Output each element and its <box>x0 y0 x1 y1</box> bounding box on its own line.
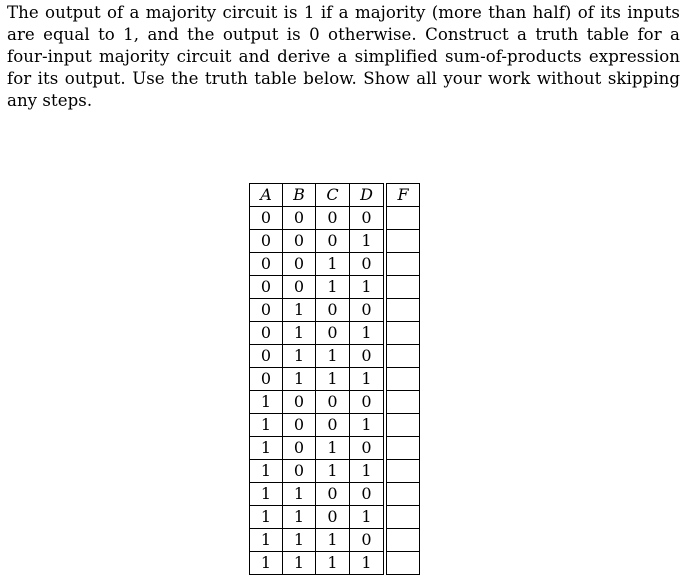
header-a: A <box>250 184 283 207</box>
output-cell <box>385 207 420 230</box>
input-cell-d: 0 <box>350 437 386 460</box>
table-row <box>250 483 420 506</box>
input-cell-c: 1 <box>316 437 350 460</box>
input-cell-c: 0 <box>316 506 350 529</box>
input-cell-b: 1 <box>283 299 316 322</box>
output-cell <box>385 299 420 322</box>
input-cell-b: 1 <box>283 506 316 529</box>
table-row <box>250 345 420 368</box>
input-cell-a: 0 <box>250 207 283 230</box>
table-row <box>250 506 420 529</box>
input-cell-a: 0 <box>250 299 283 322</box>
input-cell-b: 0 <box>283 460 316 483</box>
input-cell-c: 0 <box>316 230 350 253</box>
output-cell <box>385 414 420 437</box>
input-cell-d: 0 <box>350 299 386 322</box>
input-cell-d: 0 <box>350 483 386 506</box>
problem-statement <box>7 2 680 112</box>
input-cell-b: 1 <box>283 322 316 345</box>
input-cell-a: 1 <box>250 552 283 575</box>
table-row <box>250 460 420 483</box>
input-cell-b: 1 <box>283 345 316 368</box>
table-row <box>250 207 420 230</box>
input-cell-c: 1 <box>316 460 350 483</box>
output-cell <box>385 460 420 483</box>
input-cell-b: 1 <box>283 368 316 391</box>
input-cell-a: 1 <box>250 506 283 529</box>
input-cell-d: 0 <box>350 345 386 368</box>
input-cell-d: 1 <box>350 276 386 299</box>
input-cell-b: 0 <box>283 207 316 230</box>
output-cell <box>385 345 420 368</box>
input-cell-c: 1 <box>316 368 350 391</box>
table-row <box>250 552 420 575</box>
input-cell-d: 0 <box>350 529 386 552</box>
input-cell-d: 1 <box>350 460 386 483</box>
input-cell-b: 0 <box>283 230 316 253</box>
output-cell <box>385 368 420 391</box>
table-row <box>250 230 420 253</box>
input-cell-d: 1 <box>350 414 386 437</box>
output-cell <box>385 276 420 299</box>
table-row <box>250 437 420 460</box>
output-cell <box>385 253 420 276</box>
input-cell-a: 0 <box>250 322 283 345</box>
output-cell <box>385 391 420 414</box>
input-cell-b: 0 <box>283 391 316 414</box>
table-row <box>250 299 420 322</box>
input-cell-c: 0 <box>316 207 350 230</box>
input-cell-a: 1 <box>250 391 283 414</box>
input-cell-c: 0 <box>316 299 350 322</box>
input-cell-c: 1 <box>316 345 350 368</box>
input-cell-a: 0 <box>250 276 283 299</box>
input-cell-a: 0 <box>250 230 283 253</box>
input-cell-b: 0 <box>283 276 316 299</box>
output-cell <box>385 506 420 529</box>
table-row <box>250 322 420 345</box>
input-cell-b: 1 <box>283 552 316 575</box>
table-row <box>250 276 420 299</box>
input-cell-d: 1 <box>350 230 386 253</box>
output-cell <box>385 552 420 575</box>
input-cell-c: 0 <box>316 483 350 506</box>
output-cell <box>385 437 420 460</box>
input-cell-a: 1 <box>250 437 283 460</box>
output-cell <box>385 322 420 345</box>
input-cell-d: 1 <box>350 322 386 345</box>
input-cell-b: 1 <box>283 483 316 506</box>
input-cell-c: 0 <box>316 414 350 437</box>
output-cell <box>385 230 420 253</box>
truth-table <box>249 183 420 575</box>
input-cell-a: 1 <box>250 483 283 506</box>
input-cell-a: 1 <box>250 529 283 552</box>
input-cell-c: 1 <box>316 552 350 575</box>
input-cell-d: 1 <box>350 368 386 391</box>
input-cell-a: 0 <box>250 345 283 368</box>
problem-text: The output of a majority circuit is 1 if a majority (more than half) of its inputs are equal to 1, and the output is 0 otherwise. Construct a truth table for a four-input majority circuit and derive a simplified sum-of-products expression for its output. Use the truth table below. Show all your work without skipping any steps. <box>7 3 680 110</box>
input-cell-d: 1 <box>350 552 386 575</box>
input-cell-b: 0 <box>283 414 316 437</box>
input-cell-c: 0 <box>316 391 350 414</box>
input-cell-a: 0 <box>250 368 283 391</box>
input-cell-d: 0 <box>350 391 386 414</box>
input-cell-b: 1 <box>283 529 316 552</box>
input-cell-d: 0 <box>350 207 386 230</box>
input-cell-d: 0 <box>350 253 386 276</box>
input-cell-a: 1 <box>250 414 283 437</box>
input-cell-a: 0 <box>250 253 283 276</box>
header-d: D <box>350 184 386 207</box>
input-cell-b: 0 <box>283 253 316 276</box>
table-row <box>250 391 420 414</box>
input-cell-d: 1 <box>350 506 386 529</box>
table-row <box>250 368 420 391</box>
table-row <box>250 414 420 437</box>
input-cell-c: 1 <box>316 529 350 552</box>
input-cell-b: 0 <box>283 437 316 460</box>
header-f: F <box>385 184 420 207</box>
input-cell-c: 1 <box>316 253 350 276</box>
input-cell-a: 1 <box>250 460 283 483</box>
header-b: B <box>283 184 316 207</box>
input-cell-c: 0 <box>316 322 350 345</box>
truth-table-header-row <box>250 184 420 207</box>
output-cell <box>385 529 420 552</box>
input-cell-c: 1 <box>316 276 350 299</box>
table-row <box>250 529 420 552</box>
output-cell <box>385 483 420 506</box>
header-c: C <box>316 184 350 207</box>
truth-table-body <box>250 207 420 575</box>
table-row <box>250 253 420 276</box>
